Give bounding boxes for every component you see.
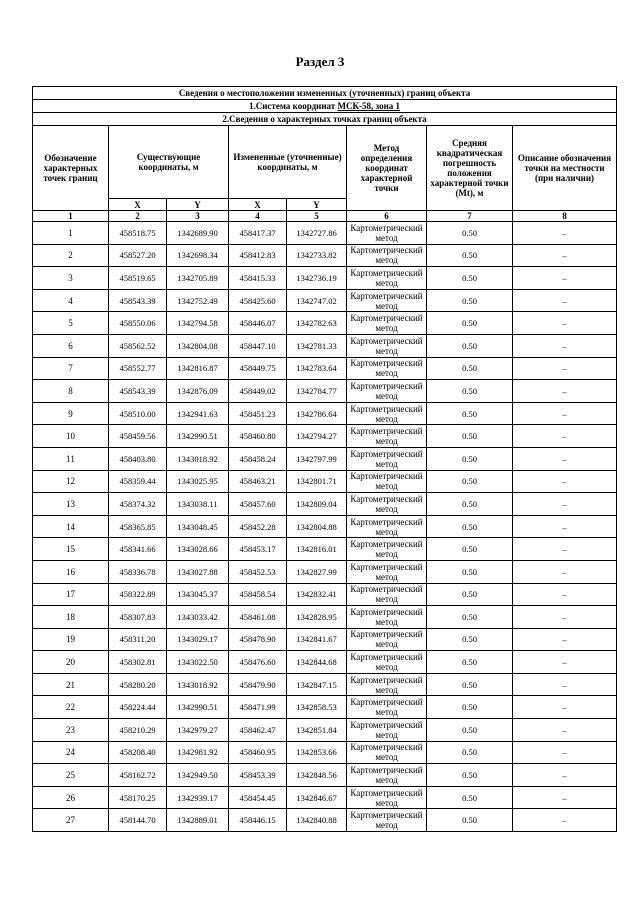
existing-x-cell: 458403.80 [109, 447, 167, 470]
table-row [33, 538, 617, 561]
method-cell: Картометрический метод [347, 357, 427, 380]
changed-x-cell: 458453.17 [229, 538, 287, 561]
point-number-cell: 6 [33, 334, 109, 357]
changed-y-cell: 1342858.53 [287, 696, 347, 719]
changed-y-cell: 1342782.63 [287, 312, 347, 335]
point-number-cell: 22 [33, 696, 109, 719]
error-cell: 0.50 [427, 470, 513, 493]
changed-y-cell: 1342851.84 [287, 719, 347, 742]
existing-x-cell: 458519.65 [109, 267, 167, 290]
changed-y-cell: 1342786.64 [287, 402, 347, 425]
error-cell: 0.50 [427, 606, 513, 629]
point-number-cell: 4 [33, 289, 109, 312]
existing-y-cell: 1342939.17 [167, 786, 229, 809]
changed-x-cell: 458461.08 [229, 606, 287, 629]
existing-y-cell: 1343029.17 [167, 628, 229, 651]
existing-x-cell: 458365.85 [109, 515, 167, 538]
column-number: 2 [109, 211, 167, 222]
existing-x-cell: 458224.44 [109, 696, 167, 719]
changed-y-cell: 1342827.99 [287, 560, 347, 583]
existing-y-cell: 1342804.08 [167, 334, 229, 357]
description-cell: – [513, 425, 617, 448]
method-cell: Картометрический метод [347, 583, 427, 606]
point-number-cell: 19 [33, 628, 109, 651]
coord-system-value: МСК-58, зона 1 [337, 101, 401, 111]
method-cell: Картометрический метод [347, 222, 427, 245]
changed-y-cell: 1342846.67 [287, 786, 347, 809]
existing-y-cell: 1342698.34 [167, 244, 229, 267]
existing-y-cell: 1343038.11 [167, 493, 229, 516]
method-cell: Картометрический метод [347, 402, 427, 425]
description-cell: – [513, 380, 617, 403]
changed-x-cell: 458476.60 [229, 651, 287, 674]
error-cell: 0.50 [427, 289, 513, 312]
table-row [33, 560, 617, 583]
description-cell: – [513, 673, 617, 696]
changed-y-cell: 1342794.27 [287, 425, 347, 448]
existing-x-cell: 458562.52 [109, 334, 167, 357]
changed-x-cell: 458462.47 [229, 719, 287, 742]
column-number: 7 [427, 211, 513, 222]
header-changed-x: X [229, 199, 287, 211]
table-row [33, 741, 617, 764]
error-cell: 0.50 [427, 267, 513, 290]
error-cell: 0.50 [427, 696, 513, 719]
header-existing: Существующие координаты, м [109, 126, 229, 199]
changed-x-cell: 458479.90 [229, 673, 287, 696]
point-number-cell: 5 [33, 312, 109, 335]
changed-x-cell: 458452.28 [229, 515, 287, 538]
changed-x-cell: 458454.45 [229, 786, 287, 809]
existing-y-cell: 1343018.92 [167, 447, 229, 470]
error-cell: 0.50 [427, 651, 513, 674]
point-number-cell: 1 [33, 222, 109, 245]
header-description: Описание обозначения точки на местности (при наличии) [513, 126, 617, 211]
existing-x-cell: 458543.39 [109, 380, 167, 403]
existing-x-cell: 458459.56 [109, 425, 167, 448]
changed-y-cell: 1342781.33 [287, 334, 347, 357]
existing-y-cell: 1342941.63 [167, 402, 229, 425]
changed-y-cell: 1342848.56 [287, 764, 347, 787]
description-cell: – [513, 719, 617, 742]
method-cell: Картометрический метод [347, 267, 427, 290]
method-cell: Картометрический метод [347, 538, 427, 561]
table-row [33, 764, 617, 787]
changed-y-cell: 1342736.19 [287, 267, 347, 290]
existing-x-cell: 458374.32 [109, 493, 167, 516]
point-number-cell: 7 [33, 357, 109, 380]
point-number-cell: 26 [33, 786, 109, 809]
changed-y-cell: 1342804.88 [287, 515, 347, 538]
description-cell: – [513, 764, 617, 787]
error-cell: 0.50 [427, 447, 513, 470]
existing-x-cell: 458280.20 [109, 673, 167, 696]
column-number: 3 [167, 211, 229, 222]
changed-x-cell: 458425.60 [229, 289, 287, 312]
description-cell: – [513, 628, 617, 651]
table-row [33, 719, 617, 742]
existing-y-cell: 1342816.87 [167, 357, 229, 380]
table-row [33, 312, 617, 335]
error-cell: 0.50 [427, 493, 513, 516]
error-cell: 0.50 [427, 809, 513, 832]
description-cell: – [513, 583, 617, 606]
existing-y-cell: 1342794.58 [167, 312, 229, 335]
method-cell: Картометрический метод [347, 447, 427, 470]
existing-y-cell: 1342990.51 [167, 696, 229, 719]
changed-x-cell: 458458.24 [229, 447, 287, 470]
column-number: 4 [229, 211, 287, 222]
existing-y-cell: 1342752.49 [167, 289, 229, 312]
method-cell: Картометрический метод [347, 244, 427, 267]
table-row [33, 380, 617, 403]
existing-y-cell: 1342990.51 [167, 425, 229, 448]
table-row [33, 606, 617, 629]
coord-system-label: 1.Система координат [249, 101, 338, 111]
existing-y-cell: 1342876.09 [167, 380, 229, 403]
changed-y-cell: 1342832.41 [287, 583, 347, 606]
point-number-cell: 3 [33, 267, 109, 290]
column-numbers-row [33, 211, 617, 222]
description-cell: – [513, 786, 617, 809]
existing-x-cell: 458208.40 [109, 741, 167, 764]
point-number-cell: 13 [33, 493, 109, 516]
existing-x-cell: 458518.75 [109, 222, 167, 245]
table-row [33, 244, 617, 267]
column-number: 6 [347, 211, 427, 222]
description-cell: – [513, 244, 617, 267]
changed-y-cell: 1342844.68 [287, 651, 347, 674]
column-number: 1 [33, 211, 109, 222]
method-cell: Картометрический метод [347, 334, 427, 357]
existing-x-cell: 458550.06 [109, 312, 167, 335]
error-cell: 0.50 [427, 628, 513, 651]
header-changed-y: Y [287, 199, 347, 211]
table-row [33, 696, 617, 719]
changed-y-cell: 1342733.82 [287, 244, 347, 267]
changed-y-cell: 1342727.86 [287, 222, 347, 245]
error-cell: 0.50 [427, 222, 513, 245]
changed-x-cell: 458449.75 [229, 357, 287, 380]
method-cell: Картометрический метод [347, 764, 427, 787]
changed-y-cell: 1342853.66 [287, 741, 347, 764]
description-cell: – [513, 334, 617, 357]
changed-y-cell: 1342847.15 [287, 673, 347, 696]
method-cell: Картометрический метод [347, 696, 427, 719]
point-number-cell: 8 [33, 380, 109, 403]
description-cell: – [513, 538, 617, 561]
method-cell: Картометрический метод [347, 673, 427, 696]
error-cell: 0.50 [427, 334, 513, 357]
table-row [33, 267, 617, 290]
table-row [33, 470, 617, 493]
table-row [33, 289, 617, 312]
header-changed: Измененные (уточненные) координаты, м [229, 126, 347, 199]
table-row [33, 357, 617, 380]
point-number-cell: 14 [33, 515, 109, 538]
error-cell: 0.50 [427, 583, 513, 606]
changed-y-cell: 1342828.95 [287, 606, 347, 629]
table-row [33, 651, 617, 674]
header-existing-x: X [109, 199, 167, 211]
method-cell: Картометрический метод [347, 289, 427, 312]
description-cell: – [513, 357, 617, 380]
changed-x-cell: 458460.80 [229, 425, 287, 448]
point-number-cell: 27 [33, 809, 109, 832]
existing-y-cell: 1343048.45 [167, 515, 229, 538]
error-cell: 0.50 [427, 244, 513, 267]
table-row [33, 786, 617, 809]
point-number-cell: 18 [33, 606, 109, 629]
coord-system-row [33, 100, 617, 113]
error-cell: 0.50 [427, 515, 513, 538]
existing-y-cell: 1342981.92 [167, 741, 229, 764]
existing-x-cell: 458307.83 [109, 606, 167, 629]
changed-y-cell: 1342783.64 [287, 357, 347, 380]
changed-y-cell: 1342784.77 [287, 380, 347, 403]
point-number-cell: 25 [33, 764, 109, 787]
point-number-cell: 21 [33, 673, 109, 696]
existing-x-cell: 458302.81 [109, 651, 167, 674]
existing-y-cell: 1343018.92 [167, 673, 229, 696]
description-cell: – [513, 651, 617, 674]
existing-y-cell: 1342689.90 [167, 222, 229, 245]
error-cell: 0.50 [427, 560, 513, 583]
existing-y-cell: 1343027.88 [167, 560, 229, 583]
error-cell: 0.50 [427, 425, 513, 448]
point-number-cell: 16 [33, 560, 109, 583]
method-cell: Картометрический метод [347, 425, 427, 448]
changed-x-cell: 458417.37 [229, 222, 287, 245]
changed-x-cell: 458451.23 [229, 402, 287, 425]
existing-y-cell: 1343028.66 [167, 538, 229, 561]
point-number-cell: 24 [33, 741, 109, 764]
point-number-cell: 9 [33, 402, 109, 425]
changed-x-cell: 458452.53 [229, 560, 287, 583]
existing-x-cell: 458552.77 [109, 357, 167, 380]
changed-y-cell: 1342816.01 [287, 538, 347, 561]
column-number: 5 [287, 211, 347, 222]
method-cell: Картометрический метод [347, 606, 427, 629]
existing-x-cell: 458336.78 [109, 560, 167, 583]
changed-x-cell: 458447.10 [229, 334, 287, 357]
existing-y-cell: 1343045.37 [167, 583, 229, 606]
description-cell: – [513, 470, 617, 493]
method-cell: Картометрический метод [347, 719, 427, 742]
table-title: Сведения о местоположении измененных (уточненных) границ объекта [33, 87, 617, 100]
existing-x-cell: 458359.44 [109, 470, 167, 493]
changed-x-cell: 458449.02 [229, 380, 287, 403]
point-number-cell: 10 [33, 425, 109, 448]
table-row [33, 515, 617, 538]
method-cell: Картометрический метод [347, 786, 427, 809]
section-title: Раздел 3 [295, 54, 345, 69]
points-info-row: 2.Сведения о характерных точках границ объекта [33, 113, 617, 126]
error-cell: 0.50 [427, 719, 513, 742]
existing-x-cell: 458322.89 [109, 583, 167, 606]
point-number-cell: 12 [33, 470, 109, 493]
changed-x-cell: 458415.33 [229, 267, 287, 290]
description-cell: – [513, 493, 617, 516]
changed-x-cell: 458471.99 [229, 696, 287, 719]
error-cell: 0.50 [427, 538, 513, 561]
header-error: Средняя квадратическая погрешность положения характерной точки (Mt), м [427, 126, 513, 211]
existing-y-cell: 1343022.50 [167, 651, 229, 674]
changed-x-cell: 458458.54 [229, 583, 287, 606]
existing-x-cell: 458144.70 [109, 809, 167, 832]
description-cell: – [513, 402, 617, 425]
method-cell: Картометрический метод [347, 470, 427, 493]
point-number-cell: 17 [33, 583, 109, 606]
changed-y-cell: 1342809.04 [287, 493, 347, 516]
changed-x-cell: 458453.39 [229, 764, 287, 787]
changed-y-cell: 1342840.88 [287, 809, 347, 832]
method-cell: Картометрический метод [347, 380, 427, 403]
description-cell: – [513, 312, 617, 335]
existing-x-cell: 458543.39 [109, 289, 167, 312]
point-number-cell: 20 [33, 651, 109, 674]
method-cell: Картометрический метод [347, 741, 427, 764]
existing-x-cell: 458527.20 [109, 244, 167, 267]
table-row [33, 222, 617, 245]
description-cell: – [513, 809, 617, 832]
table-row [33, 493, 617, 516]
header-designation: Обозначение характерных точек границ [33, 126, 109, 211]
description-cell: – [513, 222, 617, 245]
existing-x-cell: 458170.25 [109, 786, 167, 809]
point-number-cell: 15 [33, 538, 109, 561]
changed-y-cell: 1342797.99 [287, 447, 347, 470]
description-cell: – [513, 289, 617, 312]
header-existing-y: Y [167, 199, 229, 211]
existing-x-cell: 458510.00 [109, 402, 167, 425]
table-row [33, 447, 617, 470]
point-number-cell: 23 [33, 719, 109, 742]
changed-x-cell: 458478.90 [229, 628, 287, 651]
description-cell: – [513, 515, 617, 538]
description-cell: – [513, 560, 617, 583]
method-cell: Картометрический метод [347, 312, 427, 335]
changed-x-cell: 458412.83 [229, 244, 287, 267]
changed-x-cell: 458463.21 [229, 470, 287, 493]
existing-y-cell: 1343033.42 [167, 606, 229, 629]
method-cell: Картометрический метод [347, 560, 427, 583]
description-cell: – [513, 741, 617, 764]
table-row [33, 583, 617, 606]
description-cell: – [513, 696, 617, 719]
method-cell: Картометрический метод [347, 493, 427, 516]
error-cell: 0.50 [427, 380, 513, 403]
error-cell: 0.50 [427, 786, 513, 809]
existing-x-cell: 458311.20 [109, 628, 167, 651]
column-number: 8 [513, 211, 617, 222]
point-number-cell: 2 [33, 244, 109, 267]
existing-x-cell: 458341.66 [109, 538, 167, 561]
method-cell: Картометрический метод [347, 651, 427, 674]
existing-y-cell: 1342979.27 [167, 719, 229, 742]
error-cell: 0.50 [427, 402, 513, 425]
existing-x-cell: 458210.29 [109, 719, 167, 742]
changed-y-cell: 1342801.71 [287, 470, 347, 493]
changed-x-cell: 458446.15 [229, 809, 287, 832]
error-cell: 0.50 [427, 764, 513, 787]
existing-y-cell: 1342705.89 [167, 267, 229, 290]
changed-x-cell: 458457.60 [229, 493, 287, 516]
method-cell: Картометрический метод [347, 809, 427, 832]
description-cell: – [513, 267, 617, 290]
point-number-cell: 11 [33, 447, 109, 470]
table-row [33, 809, 617, 832]
changed-y-cell: 1342841.67 [287, 628, 347, 651]
changed-x-cell: 458446.07 [229, 312, 287, 335]
error-cell: 0.50 [427, 741, 513, 764]
table-row [33, 673, 617, 696]
existing-x-cell: 458162.72 [109, 764, 167, 787]
existing-y-cell: 1343025.95 [167, 470, 229, 493]
error-cell: 0.50 [427, 357, 513, 380]
error-cell: 0.50 [427, 673, 513, 696]
description-cell: – [513, 447, 617, 470]
method-cell: Картометрический метод [347, 628, 427, 651]
error-cell: 0.50 [427, 312, 513, 335]
existing-y-cell: 1342949.50 [167, 764, 229, 787]
table-row [33, 425, 617, 448]
description-cell: – [513, 606, 617, 629]
header-method: Метод определения координат характерной точки [347, 126, 427, 211]
changed-y-cell: 1342747.02 [287, 289, 347, 312]
table-row [33, 334, 617, 357]
existing-y-cell: 1342889.01 [167, 809, 229, 832]
table-row [33, 402, 617, 425]
boundary-points-table [32, 86, 617, 832]
method-cell: Картометрический метод [347, 515, 427, 538]
changed-x-cell: 458460.95 [229, 741, 287, 764]
table-row [33, 628, 617, 651]
